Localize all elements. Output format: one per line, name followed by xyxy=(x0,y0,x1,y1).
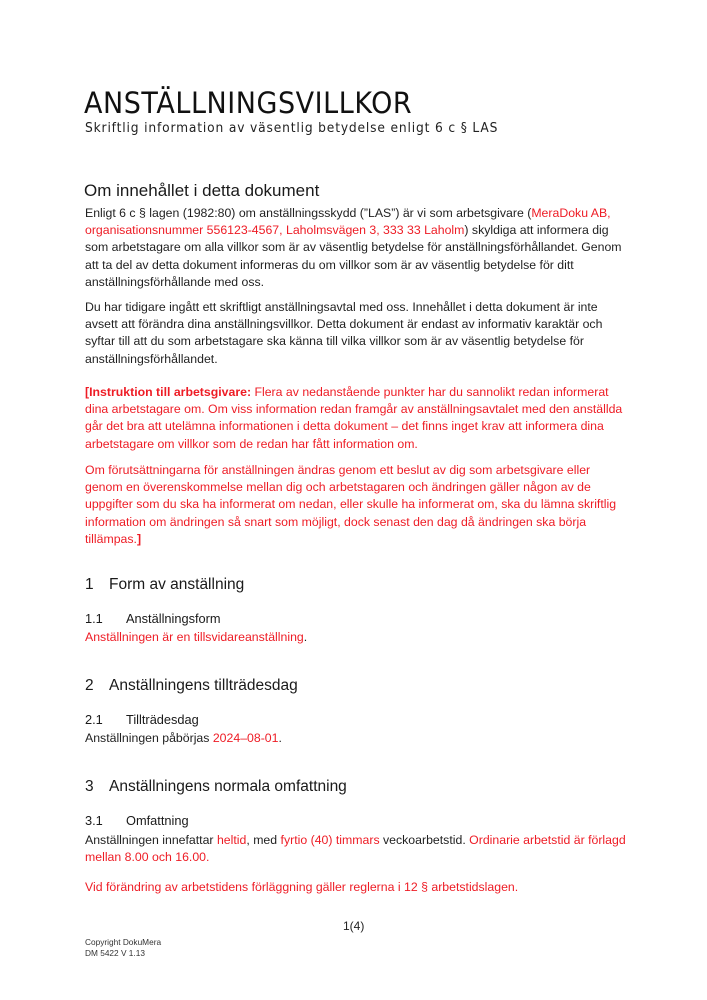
intro-heading: Om innehållet i detta dokument xyxy=(84,181,320,200)
instruction-label: Instruktion till arbetsgivare: xyxy=(89,385,252,399)
working-hours-text xyxy=(85,832,630,866)
schedule-change-note: Vid förändring av arbetstidens förläggning gäller reglerna i 12 § arbetstidslagen. xyxy=(85,880,519,894)
employment-extent-value: heltid xyxy=(216,833,247,847)
employment-form-text xyxy=(85,629,630,646)
section-2-heading xyxy=(85,676,298,696)
section-1-number: 1 xyxy=(85,576,94,593)
employer-instruction-2 xyxy=(85,462,630,548)
instruction-close-bracket: ] xyxy=(136,531,142,546)
instruction-text: Flera av nedanstående punkter har du sannolikt redan informerat dina arbetstagare om. Om viss information redan framgår av anställningsavtalet med den anställda går det bra att utelämna informationen i detta dokument – det finns inget krav att informera dina arbetstagare om villkor som de redan har fått information om. xyxy=(85,385,623,451)
start-date-text xyxy=(85,730,630,747)
schedule-value: Ordinarie arbetstid är förlagd mellan 8.00 och 16.00. xyxy=(85,833,626,865)
intro-paragraph-1 xyxy=(85,205,630,291)
section-3-1-title: Omfattning xyxy=(126,813,189,828)
section-1-1-number: 1.1 xyxy=(85,611,103,626)
intro-p1-text-b: ) skyldiga att informera dig som arbetstagare om alla villkor som är av väsentlig betydelse för anställningsförhållandet. Genom att ta del av detta dokument informeras du om villkor som är av väsentlig betydelse för ditt anställningsförhållande med oss. xyxy=(85,223,622,289)
document-subtitle: Skriftlig information av väsentlig betydelse enligt 6 c § LAS xyxy=(85,121,499,136)
hours-text-a: Anställningen innefattar xyxy=(85,833,217,847)
section-3-1-heading xyxy=(85,812,189,829)
period: . xyxy=(303,630,308,644)
start-date-value: 2024–08-01 xyxy=(212,731,279,745)
intro-paragraph-2: Du har tidigare ingått ett skriftligt anställningsavtal med oss. Innehållet i detta dokument är inte avsett att förändra dina anställningsvillkor. Detta dokument är endast av informativ karaktär och syftar till att du som arbetstagare ska känna till vilka villkor som är av väsentlig betydelse för anställningsförhållandet. xyxy=(85,300,603,366)
section-3-heading xyxy=(85,777,347,797)
hours-text-c: veckoarbetstid. xyxy=(379,833,470,847)
section-1-heading xyxy=(85,575,244,595)
footer xyxy=(85,937,161,959)
employment-form-value: Anställningen är en tillsvidareanställning xyxy=(85,630,304,644)
section-2-number: 2 xyxy=(85,677,94,694)
copyright-text: Copyright DokuMera xyxy=(85,937,162,947)
weekly-hours-value: fyrtio (40) timmars xyxy=(280,833,380,847)
instruction-open-bracket: [ xyxy=(85,385,90,399)
employer-instruction xyxy=(85,384,630,453)
hours-text-b: , med xyxy=(246,833,281,847)
document-title: ANSTÄLLNINGSVILLKOR xyxy=(84,86,413,120)
employer-details: MeraDoku AB, organisationsnummer 556123-4567, Laholmsvägen 3, 333 33 Laholm xyxy=(85,206,611,238)
start-date-prefix: Anställningen påbörjas xyxy=(85,731,213,745)
section-3-1-number: 3.1 xyxy=(85,813,103,828)
section-2-1-number: 2.1 xyxy=(85,712,103,727)
section-1-1-title: Anställningsform xyxy=(126,611,221,626)
version-text: DM 5422 V 1.13 xyxy=(85,948,145,958)
section-2-1-title: Tillträdesdag xyxy=(126,712,199,727)
section-1-title: Form av anställning xyxy=(109,576,245,593)
page-number: 1(4) xyxy=(343,919,365,933)
instruction-2-text: Om förutsättningarna för anställningen ändras genom ett beslut av dig som arbetsgivare eller genom en överenskommelse mellan dig och arbetstagaren och ändringen gäller någon av de uppgifter som du ska ha informerat om nedan, eller skulle ha informerat om, ska du lämna skriftlig information om ändringen så snart som möjligt, dock senast den dag då ändringen ska börja tillämpas. xyxy=(85,463,617,546)
section-2-title: Anställningens tillträdesdag xyxy=(109,677,298,694)
section-3-title: Anställningens normala omfattning xyxy=(109,778,347,795)
section-2-1-heading xyxy=(85,711,199,728)
period: . xyxy=(278,731,282,745)
section-1-1-heading xyxy=(85,610,221,627)
intro-p1-text-a: Enligt 6 c § lagen (1982:80) om anställningsskydd (”LAS”) är vi som arbetsgivare ( xyxy=(85,206,532,220)
section-3-number: 3 xyxy=(85,778,94,795)
